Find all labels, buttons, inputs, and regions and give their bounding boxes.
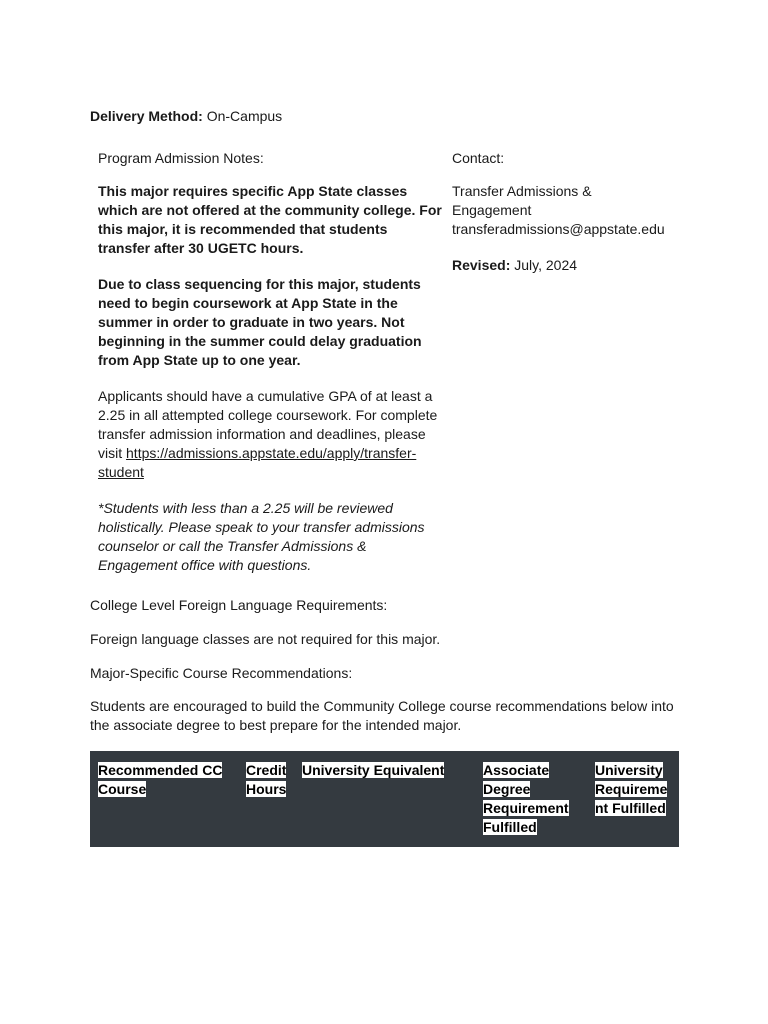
col-header-university-equivalent: University Equivalent: [302, 762, 445, 778]
course-table-header: [90, 751, 679, 847]
delivery-method-label: Delivery Method:: [90, 108, 203, 124]
major-specific-text: Students are encouraged to build the Community College course recommendations below into the associate degree to best prepare for the intended major.: [90, 698, 674, 733]
contact-office: Transfer Admissions & Engagement: [452, 183, 592, 218]
contact-block: [452, 149, 682, 275]
col-header-university-requirement: University Requirement Fulfilled: [595, 762, 668, 816]
col-header-associate-degree-requirement: Associate Degree Requirement Fulfilled: [483, 762, 569, 835]
revised-date: [452, 256, 682, 275]
contact-heading: Contact:: [452, 150, 505, 166]
revised-label: Revised:: [452, 257, 511, 273]
admission-notes: [98, 149, 443, 575]
col-header-cc-course: Recommended CC Course: [98, 762, 223, 797]
revised-value: July, 2024: [514, 257, 578, 273]
foreign-language-text: Foreign language classes are not required for this major.: [90, 631, 441, 647]
delivery-method-value: On-Campus: [206, 108, 283, 124]
contact-email: transferadmissions@appstate.edu: [452, 221, 665, 237]
admission-notes-heading: Program Admission Notes:: [98, 150, 264, 166]
admission-note-holistic-review: *Students with less than a 2.25 will be reviewed holistically. Please speak to your transfer admissions counselor or call the Transfer Admissions & Engagement office with questions.: [98, 500, 425, 573]
foreign-language-heading: College Level Foreign Language Requirements:: [90, 597, 388, 613]
major-specific-heading: Major-Specific Course Recommendations:: [90, 665, 353, 681]
admission-note-gpa: [98, 387, 443, 482]
delivery-method: [90, 107, 282, 126]
admission-note-transfer-timing: This major requires specific App State classes which are not offered at the community college. For this major, it is recommended that students transfer after 30 UGETC hours.: [98, 183, 442, 256]
gpa-text: Applicants should have a cumulative GPA of at least a 2.25 in all attempted college coursework. For complete transfer admission information and deadlines, please visit: [98, 388, 438, 461]
admission-note-summer-start: Due to class sequencing for this major, students need to begin coursework at App State in the summer in order to graduate in two years. Not beginning in the summer could delay graduation from App State up to one year.: [98, 276, 422, 368]
transfer-student-link[interactable]: https://admissions.appstate.edu/apply/transfer-student: [98, 445, 417, 480]
col-header-credit-hours: Credit Hours: [246, 762, 287, 797]
